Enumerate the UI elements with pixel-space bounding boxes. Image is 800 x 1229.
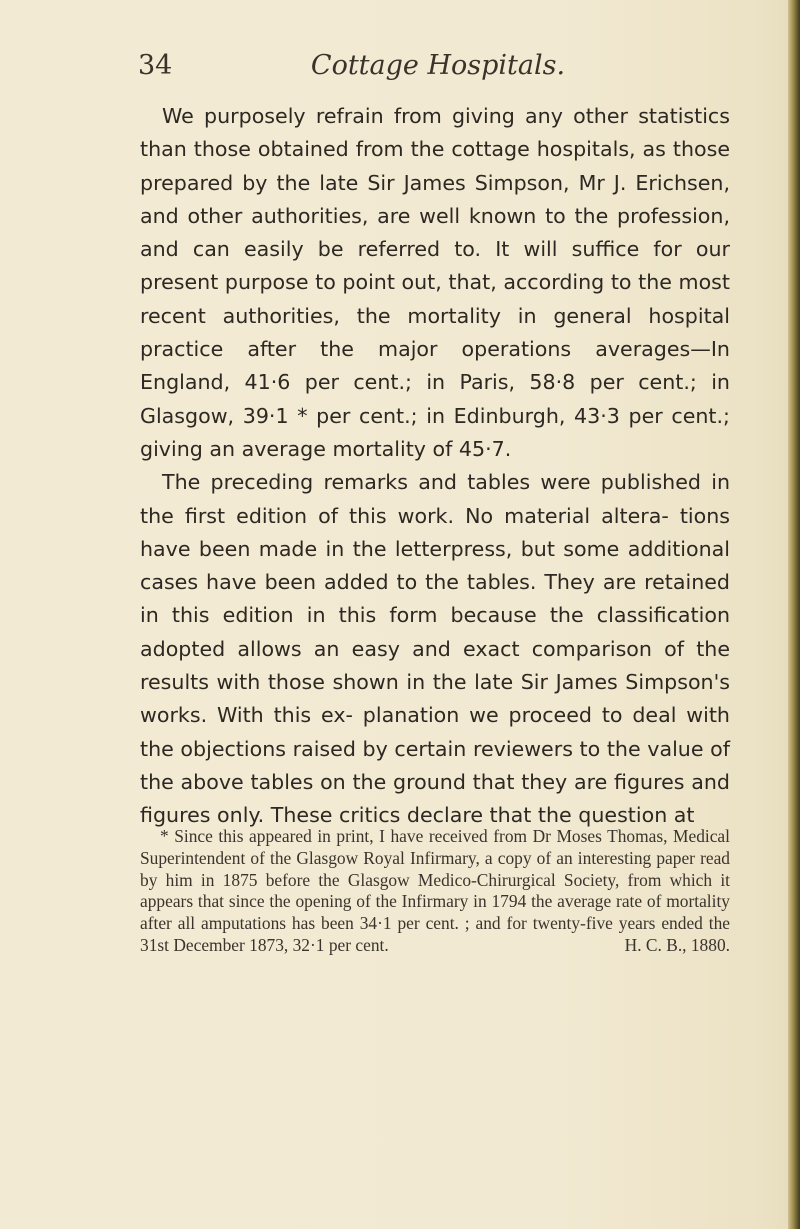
footnote-paragraph: [140, 826, 730, 957]
footnote: [140, 826, 730, 957]
running-title: Cottage Hospitals.: [310, 50, 566, 81]
book-spine-edge: [788, 0, 800, 1229]
page-number: 34: [138, 50, 173, 81]
paragraph: We purposely refrain from giving any other statistics than those obtained from the cottage hospitals, as those prepared by the late Sir James Simpson, Mr J. Erichsen, and other authorities, are well known to the profession, and can easily be referred to. It will suffice for our present purpose to point out, that, according to the most recent authorities, the mortality in general hospital practice after the major operations averages—In England, 41·6 per cent.; in Paris, 58·8 per cent.; in Glasgow, 39·1 * per cent.; in Edinburgh, 43·3 per cent.; giving an average mortality of 45·7.: [140, 104, 730, 461]
footnote-text: * Since this appeared in print, I have received from Dr Moses Thomas, Medical Superintendent of the Glasgow Royal Infirmary, a copy of an interesting paper read by him in 1875 before the Glasgow Medico-Chirurgical Society, from which it appears that since the opening of the Infirmary in 1794 the average rate of mortality after all amputations has been 34·1 per cent. ; and for twenty-five years ended the 31st December 1873, 32·1 per cent.: [140, 826, 730, 955]
paragraph: The preceding remarks and tables were published in the first edition of this work. No material altera- tions have been made in the letterpress, but some additional cases have been added to the tables. They are retained in this edition in this form because the classification adopted allows an easy and exact comparison of the results with those shown in the late Sir James Simpson's works. With this ex- planation we proceed to deal with the objections raised by certain reviewers to the value of the above tables on the ground that they are figures and figures only. These critics declare that the question at: [140, 470, 730, 828]
footnote-signature: H. C. B., 1880.: [624, 934, 730, 955]
body-text: [140, 100, 730, 833]
page-header: [138, 50, 738, 94]
